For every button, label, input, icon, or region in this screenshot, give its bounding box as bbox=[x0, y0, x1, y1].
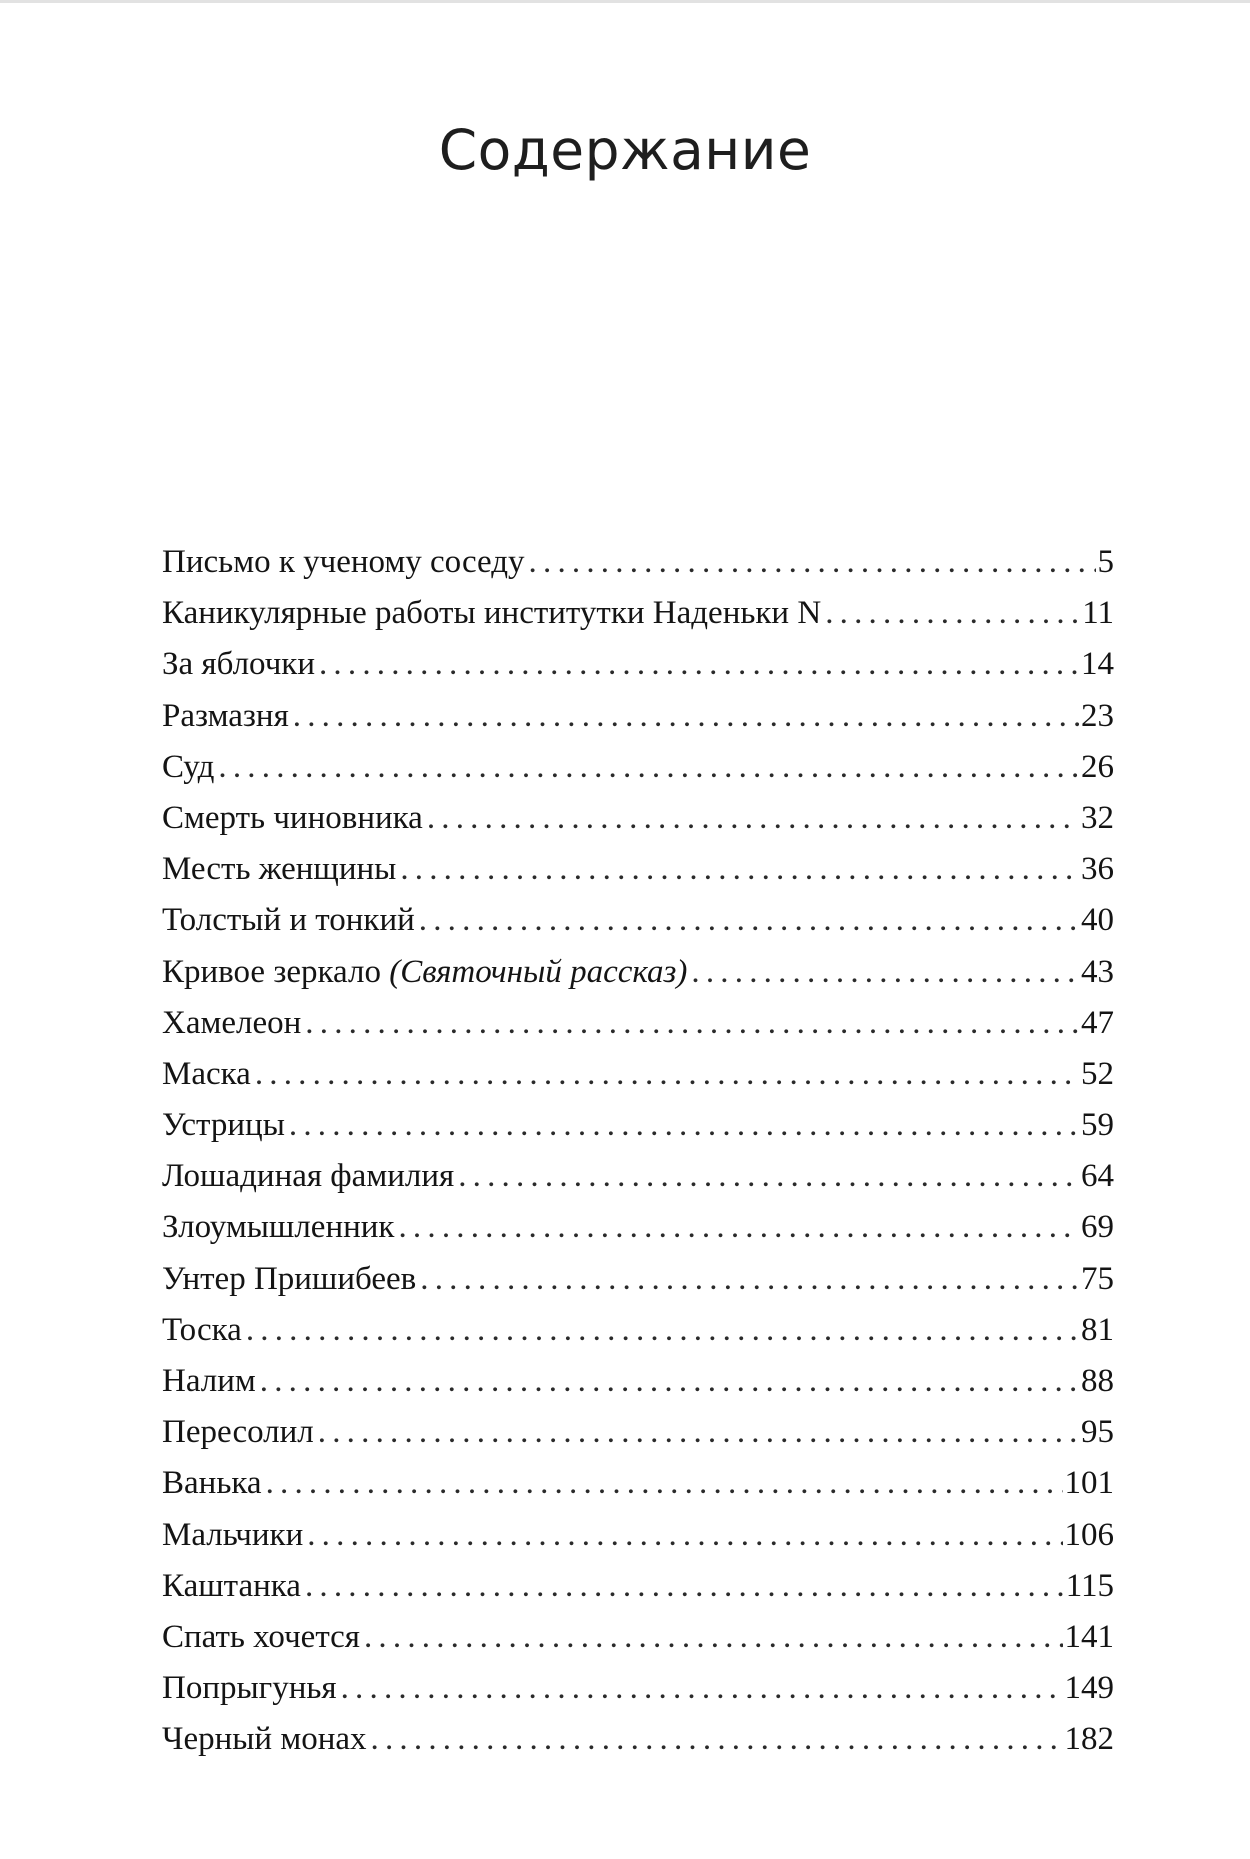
toc-entry-title-text: Толстый и тонкий bbox=[162, 902, 415, 939]
toc-entry-title bbox=[162, 895, 415, 946]
dot-leader bbox=[319, 639, 1079, 690]
dot-leader bbox=[305, 1561, 1064, 1612]
toc-entry-title bbox=[162, 537, 525, 588]
dot-leader bbox=[398, 1202, 1079, 1253]
toc-entry-title-text: Лошадиная фамилия bbox=[162, 1158, 455, 1195]
toc-entry-page-number: 11 bbox=[1082, 595, 1114, 632]
toc-entry-title-text: Хамелеон bbox=[162, 1004, 302, 1041]
toc-entry-title bbox=[162, 1100, 285, 1151]
toc-entry-title bbox=[162, 588, 821, 639]
toc-entry-title-text: Устрицы bbox=[162, 1107, 285, 1144]
toc-entry bbox=[162, 1100, 1114, 1151]
toc-entry bbox=[162, 588, 1114, 639]
toc-entry-title bbox=[162, 793, 423, 844]
toc-entry-title-text: Маска bbox=[162, 1055, 251, 1092]
toc-entry bbox=[162, 1356, 1114, 1407]
toc-entry-title bbox=[162, 1714, 367, 1765]
toc-entry-title-text: Черный монах bbox=[162, 1721, 367, 1758]
toc-entry-title bbox=[162, 1510, 303, 1561]
dot-leader bbox=[293, 691, 1079, 742]
toc-entry-title bbox=[162, 998, 301, 1049]
toc-entry bbox=[162, 1305, 1114, 1356]
dot-leader bbox=[400, 844, 1079, 895]
dot-leader bbox=[266, 1458, 1063, 1509]
toc-entry-title bbox=[162, 1561, 301, 1612]
toc-entry-page-number: 88 bbox=[1081, 1363, 1114, 1399]
toc-entry-title bbox=[162, 1458, 262, 1509]
toc-entry bbox=[162, 691, 1114, 742]
toc-entry-title bbox=[162, 639, 315, 690]
dot-leader bbox=[691, 947, 1079, 998]
dot-leader bbox=[307, 1510, 1062, 1561]
toc-entry-page-number: 182 bbox=[1064, 1721, 1114, 1758]
dot-leader bbox=[289, 1100, 1079, 1151]
toc-entry-title-text: Письмо к ученому соседу bbox=[162, 544, 525, 580]
toc-entry-page-number: 115 bbox=[1065, 1567, 1114, 1604]
toc-entry-page-number: 36 bbox=[1081, 851, 1114, 888]
dot-leader bbox=[419, 895, 1079, 946]
toc-entry-page-number: 5 bbox=[1097, 544, 1114, 580]
toc-entry bbox=[162, 998, 1114, 1049]
toc-entry-title bbox=[162, 1202, 394, 1253]
toc-entry-title-text: Злоумышленник bbox=[162, 1209, 395, 1246]
toc-entry bbox=[162, 1151, 1114, 1202]
toc-entry-page-number: 75 bbox=[1081, 1260, 1114, 1297]
toc-entry-title-text: Месть женщины bbox=[162, 851, 397, 888]
toc-entry-title-text: Унтер Пришибеев bbox=[162, 1260, 417, 1297]
top-border bbox=[0, 0, 1250, 3]
toc-entry-page-number: 101 bbox=[1064, 1465, 1114, 1502]
toc-entry-title-text: Смерть чиновника bbox=[162, 799, 423, 836]
toc-entry-page-number: 32 bbox=[1081, 799, 1114, 836]
dot-leader bbox=[427, 793, 1079, 844]
toc-entry-page-number: 64 bbox=[1081, 1158, 1114, 1195]
toc-entry-title-text: Кривое зеркало bbox=[162, 953, 381, 990]
toc-entry-title-text: Тоска bbox=[162, 1311, 242, 1348]
toc-entry-title bbox=[162, 1049, 251, 1100]
toc-entry-title bbox=[162, 1356, 256, 1407]
dot-leader bbox=[420, 1254, 1079, 1305]
dot-leader bbox=[305, 998, 1079, 1049]
toc-entry-title-text: Мальчики bbox=[162, 1516, 304, 1553]
toc-entry bbox=[162, 1510, 1114, 1561]
toc-entry-page-number: 40 bbox=[1081, 902, 1114, 939]
toc-entry-page-number: 23 bbox=[1081, 697, 1114, 734]
toc-entry bbox=[162, 895, 1114, 946]
dot-leader bbox=[318, 1407, 1079, 1458]
toc-entry-page-number: 43 bbox=[1081, 953, 1114, 990]
dot-leader bbox=[458, 1151, 1079, 1202]
toc-entry-page-number: 141 bbox=[1064, 1618, 1114, 1655]
toc-entry-title-text: Каникулярные работы институтки Наденьки N bbox=[162, 595, 822, 632]
toc-entry-page-number: 81 bbox=[1081, 1311, 1114, 1348]
toc-entry bbox=[162, 639, 1114, 690]
toc-entry bbox=[162, 793, 1114, 844]
toc-entry-title bbox=[162, 691, 289, 742]
toc-entry-title bbox=[162, 742, 214, 793]
dot-leader bbox=[371, 1714, 1063, 1765]
toc-entry-page-number: 149 bbox=[1064, 1670, 1114, 1707]
toc-entry bbox=[162, 1254, 1114, 1305]
toc-entry bbox=[162, 844, 1114, 895]
toc-entry-title bbox=[162, 1305, 242, 1356]
toc-entry-title-text: Пересолил bbox=[162, 1414, 314, 1451]
toc-entry bbox=[162, 947, 1114, 998]
toc-entry-page-number: 95 bbox=[1081, 1414, 1114, 1451]
toc-entry-title bbox=[162, 1254, 416, 1305]
toc-entry bbox=[162, 1049, 1114, 1100]
toc-entry-title bbox=[162, 1151, 454, 1202]
toc-entry bbox=[162, 537, 1114, 588]
toc-entry-page-number: 26 bbox=[1081, 748, 1114, 785]
toc-entry bbox=[162, 1714, 1114, 1765]
toc-entry-title bbox=[162, 1407, 314, 1458]
toc-entry-title-text: Попрыгунья bbox=[162, 1670, 337, 1707]
table-of-contents bbox=[162, 537, 1114, 1766]
toc-entry-page-number: 69 bbox=[1081, 1209, 1114, 1246]
dot-leader bbox=[260, 1356, 1079, 1407]
toc-entry-title bbox=[162, 844, 396, 895]
toc-entry bbox=[162, 1663, 1114, 1714]
toc-entry-title-text: Налим bbox=[162, 1363, 256, 1399]
toc-entry-title-text: Спать хочется bbox=[162, 1618, 360, 1655]
dot-leader bbox=[341, 1663, 1063, 1714]
toc-entry-title-text: Размазня bbox=[162, 697, 289, 734]
toc-entry bbox=[162, 1612, 1114, 1663]
toc-entry bbox=[162, 1407, 1114, 1458]
toc-entry-subtitle: (Святочный рассказ) bbox=[389, 953, 688, 990]
dot-leader bbox=[364, 1612, 1063, 1663]
toc-entry-title bbox=[162, 1663, 337, 1714]
toc-entry bbox=[162, 1458, 1114, 1509]
dot-leader bbox=[825, 588, 1080, 639]
toc-entry-page-number: 47 bbox=[1081, 1004, 1114, 1041]
toc-entry-page-number: 14 bbox=[1081, 646, 1114, 683]
toc-entry-title-text: Ванька bbox=[162, 1465, 262, 1502]
toc-entry bbox=[162, 1561, 1114, 1612]
toc-entry-title bbox=[162, 1612, 360, 1663]
toc-entry bbox=[162, 1202, 1114, 1253]
toc-entry-title bbox=[162, 947, 687, 998]
toc-entry-page-number: 52 bbox=[1081, 1055, 1114, 1092]
toc-entry-page-number: 59 bbox=[1081, 1107, 1114, 1144]
dot-leader bbox=[246, 1305, 1079, 1356]
page-title: Содержание bbox=[438, 118, 812, 182]
dot-leader bbox=[529, 537, 1096, 588]
toc-entry-title-text: За яблочки bbox=[162, 646, 315, 683]
dot-leader bbox=[218, 742, 1079, 793]
dot-leader bbox=[255, 1049, 1079, 1100]
toc-entry bbox=[162, 742, 1114, 793]
toc-entry-title-text: Суд bbox=[162, 748, 215, 785]
toc-entry-title-text: Каштанка bbox=[162, 1567, 301, 1604]
toc-entry-page-number: 106 bbox=[1064, 1516, 1114, 1553]
